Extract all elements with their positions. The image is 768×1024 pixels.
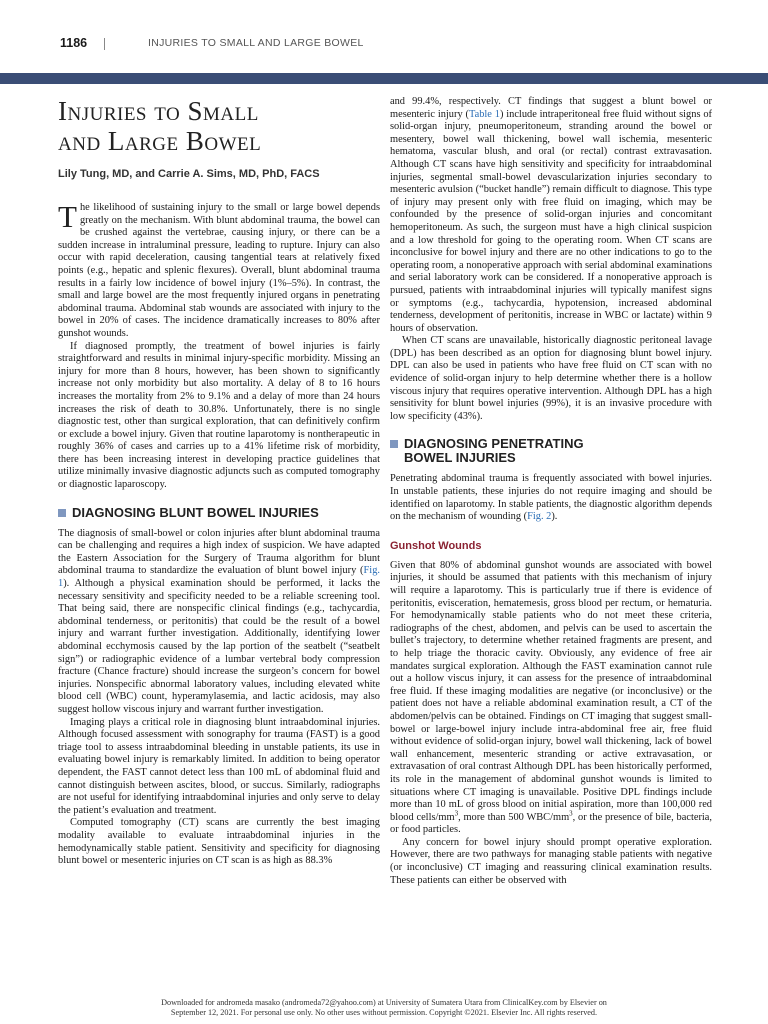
paragraph-text: Given that 80% of abdominal gunshot wounds are associated with bowel injuries, it should be assumed that patients with this mechanism of injury will require a laparotomy. This is particularly true if there is evidence of peritonitis, evisceration, hematemesis, gross blood per rectum, or hematuria. For hemodynamically stable patients who do not meet these criteria, radiographs of the chest, abdomen, and pelvis can be used to ascertain the bullet’s trajectory, to determine whether retained fragments are present, and to help triage the thoracic cavity. Obviously, any evidence of free air mandates surgical exploration. Although the FAST examination cannot rule out a hollow viscus injury, it can assess for the presence of intraabdominal free fluid. If these imaging modalities are negative (or inconclusive) or the patient does not have a reliable abdominal examination result, a CT of the abdomen/pelvis can be obtained. Findings on CT imaging that suggest small-bowel or large-bowel injury include intra-abdominal free air, free fluid without evidence of solid-organ injury, bowel wall thickening, lack of bowel wall enhancement, mesenteric stranding or active extravasation, or extravasation of oral contrast Although DPL has been historically performed, its role in the management of abdominal gunshot wounds is limited to situations where CT imaging is unavailable. Positive DPL findings include more than 10 mL of gross blood on initial aspiration, more than 100,000 red blood cells/mm: [390, 559, 712, 823]
paragraph-ct: Computed tomography (CT) scans are currently the best imaging modality available to evaluate intraabdominal injuries in the hemodynamically stable patient. Sensitivity and specificity for diagnosing blunt bowel or mesenteric injuries on CT scan is as high as 88.3%: [58, 817, 380, 867]
paragraph-imaging: Imaging plays a critical role in diagnosing blunt intraabdominal injuries. Although focused assessment with sonography for trauma (FAST) is a good triage tool to assess intraabdominal bleeding in unstable patients, its use in evaluating bowel injury is remarkably limited. In addition to being operator dependent, the FAST cannot detect less than 100 mL of abdominal fluid and cannot distinguish between ascites, blood, or succus. Similarly, radiographs are not useful for identifying intraabdominal injuries and only serve to delay the patient’s evaluation and treatment.: [58, 716, 380, 816]
footer-line2: September 12, 2021. For personal use only. No other uses without permission. Copyright ©2021. Elsevier Inc. All rights reserved.: [170, 1008, 598, 1017]
section-heading-penetrating: [390, 437, 712, 465]
running-title: INJURIES TO SMALL AND LARGE BOWEL: [148, 37, 364, 49]
paragraph-blunt-diagnosis: [58, 528, 380, 717]
footer-line1: Downloaded for andromeda masako (andromeda72@yahoo.com) at University of Sumatera Utara from ClinicalKey.com by Elsevier on: [161, 998, 607, 1007]
paragraph-text: , or the presence of bile, bacteria, or food particles.: [390, 811, 712, 836]
section-heading-penetrating-line1: DIAGNOSING PENETRATING: [404, 436, 584, 452]
header-separator: [104, 38, 105, 50]
table-1-link[interactable]: Table 1: [468, 108, 500, 120]
left-column: [58, 96, 380, 868]
page-number: 1186: [60, 36, 88, 50]
subsection-heading-gunshot: Gunshot Wounds: [390, 539, 482, 552]
paragraph-text: ).: [551, 511, 558, 523]
paragraph-operative: Any concern for bowel injury should prompt operative exploration. However, there are two pathways for managing stable patients with negative (or inconclusive) CT imaging and reassuring clinical examination results. These patients can either be observed with: [390, 836, 712, 886]
paragraph-penetrating: [390, 473, 712, 523]
paragraph-dpl: When CT scans are unavailable, historically diagnostic peritoneal lavage (DPL) has been described as an option for diagnosing blunt bowel injury. DPL can also be used in patients who have free fluid on CT scan with no evidence of solid-organ injury to help determine whether there is a hollow viscous injury that requires operative intervention. Although DPL has a high sensitivity for blunt bowel injuries (99%), it is an invasive procedure with low specificity (43%).: [390, 335, 712, 422]
paragraph-text: ) include intraperitoneal free fluid without signs of solid-organ injury, pneumoperitoneum, stranding around the bowel or mesentery, bowel wall thickening, bowel wall ischemia, mesenteric hematoma, vascular blush, and oral (or rectal) contrast extravasation. Although CT scans have high sensitivity and specificity for intraabdominal injuries, segmental small-bowel devascularization injuries secondary to mesenteric avulsion (“bucket handle”) remain difficult to diagnose. This type of injury may present only with free fluid on imaging, which may be confounded by the presence of solid-organ injuries and concomitant hemoperitoneum. As such, the surgeon must have a high clinical suspicion and a low threshold for going to the operating room. When CT scans are inconclusive for bowel injury and there are no other indications to go to the operating room, a nonoperative approach with serial abdominal examinations and serial laboratory work can be considered. If a nonoperative approach is pursued, patients with intraabdominal injuries will typically manifest signs or symptoms (e.g., tachycardia, hypotension, increased abdominal tenderness, development of peritonitis, increase in WBC or lactate) within 9 hours of observation.: [390, 108, 712, 334]
right-column: [390, 96, 712, 887]
drop-cap: T: [58, 199, 77, 234]
header-rule-bar: [0, 73, 768, 84]
running-head: [60, 36, 710, 52]
paragraph-text: and 99.4%, respectively. CT findings that suggest a blunt bowel or mesenteric injury (: [390, 96, 712, 120]
intro-paragraph: [58, 199, 380, 341]
section-heading-blunt: [58, 506, 380, 520]
intro-text: he likelihood of sustaining injury to the small or large bowel depends greatly on the mechanism. With blunt abdominal trauma, the bowel can be crushed against the vertebrae, causing injury, or there can be a sudden increase in intraluminal pressure, leading to rupture. Injury can also occur with rapid deceleration, causing tangential tears at relatively fixed points (e.g., hepatic and splenic flexures). Overall, blunt abdominal trauma results in a fairly low incidence of bowel injury (1%–5%). In contrast, the small and large bowel are the most frequently injured organs in penetrating abdominal trauma. Abdominal stab wounds are associated with injury to the bowel in 20% of cases. The incidence dramatically increases to 80% after gunshot wounds.: [58, 202, 380, 339]
download-footer: [100, 998, 668, 1018]
paragraph-gunshot: [390, 560, 712, 837]
section-heading-penetrating-line2: BOWEL INJURIES: [404, 450, 516, 466]
paragraph-text: The diagnosis of small-bowel or colon injuries after blunt abdominal trauma can be challenging and requires a high index of suspicion. We have adapted the Eastern Association for the Surgery of Trauma algorithm for blunt abdominal trauma to standardize the evaluation of blunt bowel injury (: [58, 527, 380, 577]
section-heading-blunt-text: DIAGNOSING BLUNT BOWEL INJURIES: [72, 504, 319, 520]
article-title-line1: Injuries to Small: [58, 96, 259, 126]
section-marker-icon: [390, 440, 398, 448]
figure-1-link[interactable]: Fig. 1: [58, 565, 380, 590]
superscript: 3: [454, 809, 459, 818]
article-title-line2: and Large Bowel: [58, 126, 262, 156]
article-title: [58, 96, 380, 156]
figure-2-link[interactable]: Fig. 2: [527, 511, 552, 523]
paragraph-text: ). Although a physical examination should be performed, it lacks the necessary sensitivity and specificity needed to be a reliable screening tool. That being said, there are nonspecific clinical findings (e.g., tachycardia, abdominal tenderness, or peritonitis) that could be the result of a bowel injury and warrant further investigation. Additionally, identifying lower abdominal ecchymosis caused by the lap portion of the seatbelt (“seatbelt sign”) or radiographic evidence of a lumbar vertebral body compression fracture (Chance fracture) should increase the surgeon’s concern for bowel injuries. Nonspecific abnormal laboratory values, including elevated white blood cell (WBC) count, hyperamylasemia, and lactic acidosis, may also suggest hollow viscous injury and warrant further investigation.: [58, 578, 380, 715]
paragraph-ct-findings: [390, 96, 712, 335]
paragraph-text: , more than 500 WBC/mm: [458, 811, 570, 823]
paragraph-text: Penetrating abdominal trauma is frequently associated with bowel injuries. In unstable patients, these injuries do not require imaging and should be identified on laparotomy. In stable patients, the diagnostic algorithm depends on the mechanism of wounding (: [390, 473, 712, 523]
section-marker-icon: [58, 509, 66, 517]
author-byline: Lily Tung, MD, and Carrie A. Sims, MD, PhD, FACS: [58, 168, 320, 180]
superscript: 3: [569, 809, 573, 818]
paragraph-diagnosis-timing: If diagnosed promptly, the treatment of bowel injuries is fairly straightforward and results in minimal injury-specific morbidity. Missing an injury for more than 8 hours, however, has been shown to significantly increase not only morbidity but also mortality. A delay of 8 to 16 hours increases the mortality from 2% to 9.1% and a delay of more than 24 hours increases the risk of death to 30.8%. Unfortunately, there is no single diagnostic test, other than surgical exploration, that can definitively confirm or exclude a bowel injury. Given that routine laparotomy is nontherapeutic in roughly 36% of cases and carries up to a 41% lifetime risk of morbidity, there has been increasing interest in developing practice guidelines that utilize minimally invasive diagnostic adjuncts such as computed tomography or diagnostic laparoscopy.: [58, 340, 380, 491]
